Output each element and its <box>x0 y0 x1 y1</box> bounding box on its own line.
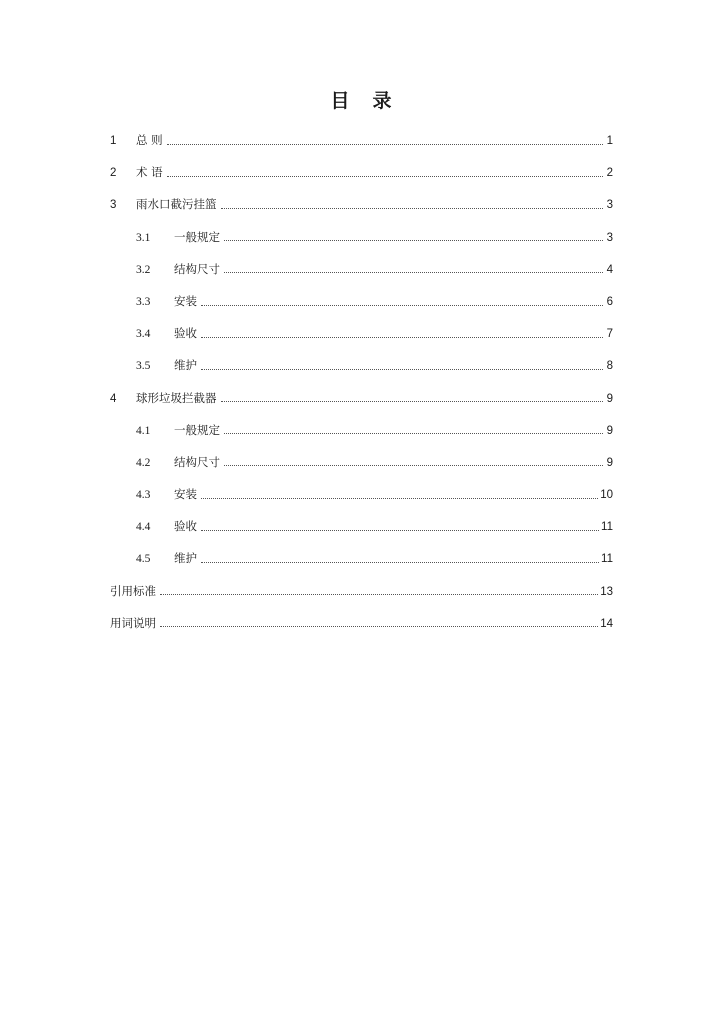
toc-entry-number: 3.3 <box>136 295 151 308</box>
toc-entry-number: 4.4 <box>136 521 151 534</box>
toc-entry-title: 用词说明 <box>110 615 156 630</box>
toc-dot-leader <box>221 208 604 209</box>
toc-entry-title: 术 语 <box>136 165 163 180</box>
toc-dot-leader <box>201 305 603 306</box>
toc-dot-leader <box>201 369 603 370</box>
toc-entry-title: 雨水口截污挂篮 <box>136 197 217 212</box>
toc-entry-title: 结构尺寸 <box>174 454 220 469</box>
toc-dot-leader <box>201 337 603 338</box>
toc-entry[interactable] <box>110 414 613 446</box>
toc-entry[interactable] <box>110 124 613 156</box>
toc-entry[interactable] <box>110 446 613 478</box>
toc-dot-leader <box>201 498 598 499</box>
toc-list <box>110 124 613 639</box>
toc-entry-page-number: 9 <box>606 456 613 469</box>
toc-entry-title: 安装 <box>174 487 197 502</box>
toc-entry-title: 结构尺寸 <box>174 261 220 276</box>
toc-dot-leader <box>160 594 598 595</box>
toc-entry-page-number: 10 <box>600 489 613 502</box>
toc-entry-title: 一般规定 <box>174 422 220 437</box>
toc-dot-leader <box>224 272 603 273</box>
toc-entry-number: 4.5 <box>136 553 151 566</box>
toc-entry-page-number: 2 <box>606 167 613 180</box>
toc-entry-page-number: 7 <box>606 328 613 341</box>
toc-dot-leader <box>224 240 603 241</box>
toc-entry[interactable] <box>110 253 613 285</box>
toc-title: 目 录 <box>330 90 394 112</box>
toc-dot-leader <box>201 562 599 563</box>
toc-entry-page-number: 3 <box>606 199 613 212</box>
toc-entry[interactable] <box>110 156 613 188</box>
toc-entry-title: 总 则 <box>136 133 163 147</box>
toc-entry-number: 3.5 <box>136 360 151 373</box>
toc-entry-page-number: 6 <box>606 295 613 308</box>
toc-entry-page-number: 11 <box>601 553 613 566</box>
toc-entry-page-number: 1 <box>606 135 613 147</box>
toc-entry[interactable] <box>110 221 613 253</box>
toc-entry[interactable] <box>110 188 613 220</box>
toc-entry[interactable] <box>110 575 613 607</box>
toc-entry-number: 3.2 <box>136 263 151 276</box>
toc-entry-page-number: 11 <box>601 521 613 534</box>
toc-entry[interactable] <box>110 510 613 542</box>
toc-entry-number: 1 <box>110 135 117 147</box>
toc-entry-page-number: 9 <box>606 392 613 405</box>
toc-entry-number: 4 <box>110 392 117 405</box>
toc-entry[interactable] <box>110 382 613 414</box>
toc-entry-number: 4.2 <box>136 456 151 469</box>
toc-dot-leader <box>201 530 599 531</box>
toc-dot-leader <box>167 144 603 145</box>
toc-entry-title: 安装 <box>174 293 197 308</box>
toc-entry[interactable] <box>110 317 613 349</box>
toc-entry-page-number: 14 <box>600 617 613 630</box>
toc-entry-title: 引用标准 <box>110 583 156 598</box>
toc-dot-leader <box>221 401 604 402</box>
toc-entry-title: 一般规定 <box>174 229 220 244</box>
toc-entry[interactable] <box>110 349 613 381</box>
toc-entry-number: 2 <box>110 167 117 180</box>
toc-entry-page-number: 4 <box>606 263 613 276</box>
toc-entry-number: 3.1 <box>136 231 151 244</box>
toc-entry-title: 维护 <box>174 358 197 373</box>
toc-entry-title: 维护 <box>174 551 197 566</box>
toc-dot-leader <box>224 465 603 466</box>
toc-entry-page-number: 13 <box>600 585 613 598</box>
toc-dot-leader <box>224 433 603 434</box>
toc-entry-title: 验收 <box>174 519 197 534</box>
toc-entry-number: 3.4 <box>136 328 151 341</box>
toc-entry-number: 4.1 <box>136 424 151 437</box>
toc-entry[interactable] <box>110 542 613 574</box>
toc-entry-page-number: 3 <box>606 231 613 244</box>
toc-entry[interactable] <box>110 607 613 639</box>
toc-entry-number: 3 <box>110 199 117 212</box>
toc-entry-page-number: 9 <box>606 424 613 437</box>
toc-entry-number: 4.3 <box>136 489 151 502</box>
toc-entry-title: 球形垃圾拦截器 <box>136 390 217 405</box>
toc-entry-title: 验收 <box>174 326 197 341</box>
toc-entry[interactable] <box>110 478 613 510</box>
toc-dot-leader <box>160 626 598 627</box>
toc-dot-leader <box>167 176 603 177</box>
toc-entry-page-number: 8 <box>606 360 613 373</box>
toc-entry[interactable] <box>110 285 613 317</box>
